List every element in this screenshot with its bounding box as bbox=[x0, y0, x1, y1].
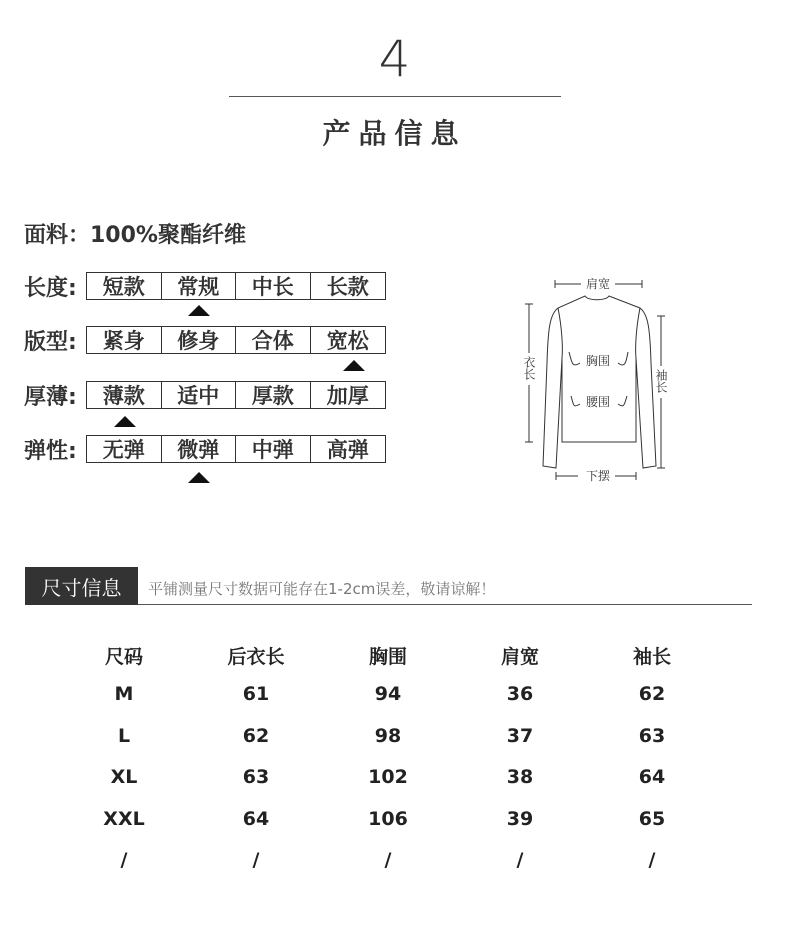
attr-option: 薄款 bbox=[87, 382, 162, 408]
attr-option: 短款 bbox=[87, 273, 162, 299]
attr-option: 无弹 bbox=[87, 436, 162, 462]
attr-options bbox=[86, 381, 386, 409]
attr-option: 常规 bbox=[162, 273, 237, 299]
attr-row-elasticity bbox=[24, 434, 386, 464]
table-row bbox=[58, 725, 718, 747]
shoulder-label: 肩宽 bbox=[585, 277, 611, 291]
selected-indicator-icon bbox=[343, 360, 365, 371]
attr-option: 合体 bbox=[236, 327, 311, 353]
table-cell: 61 bbox=[242, 683, 270, 705]
attr-label: 长度: bbox=[24, 275, 77, 301]
table-cell: XXL bbox=[103, 808, 145, 830]
attr-option: 加厚 bbox=[326, 384, 369, 408]
table-cell: 64 bbox=[638, 766, 666, 788]
attr-option: 修身 bbox=[162, 327, 237, 353]
attr-options bbox=[86, 435, 386, 463]
table-row bbox=[58, 683, 718, 705]
attr-option: 紧身 bbox=[87, 327, 162, 353]
table-cell: / bbox=[252, 849, 260, 871]
garment-measurement-diagram bbox=[510, 268, 680, 490]
attr-option: 适中 bbox=[162, 382, 237, 408]
attr-label: 厚薄: bbox=[24, 384, 77, 410]
attr-option: 中弹 bbox=[236, 436, 311, 462]
size-divider bbox=[138, 604, 752, 605]
attr-option: 微弹 bbox=[162, 436, 237, 462]
chest-label: 胸围 bbox=[585, 354, 611, 368]
table-header-cell: 袖长 bbox=[632, 646, 671, 668]
attr-option: 中长 bbox=[236, 273, 311, 299]
attr-option: 宽松 bbox=[326, 329, 369, 353]
table-cell: 39 bbox=[506, 808, 534, 830]
header-divider bbox=[229, 96, 561, 97]
table-header-cell: 胸围 bbox=[368, 646, 407, 668]
table-cell: 63 bbox=[638, 725, 666, 747]
sleeve-label: 袖长 bbox=[654, 369, 668, 393]
table-cell: 64 bbox=[242, 808, 270, 830]
hem-label: 下摆 bbox=[585, 469, 611, 483]
table-cell: 65 bbox=[638, 808, 666, 830]
table-cell: 106 bbox=[368, 808, 408, 830]
size-table-header bbox=[58, 642, 718, 669]
fabric-composition: 面料：100%聚酯纤维 bbox=[24, 223, 246, 248]
table-cell: 94 bbox=[374, 683, 402, 705]
selected-indicator-icon bbox=[188, 472, 210, 483]
table-cell: / bbox=[120, 849, 128, 871]
selected-indicator-icon bbox=[114, 416, 136, 427]
table-header-cell: 后衣长 bbox=[227, 646, 285, 668]
selected-indicator-icon bbox=[188, 305, 210, 316]
attr-label: 弹性: bbox=[24, 438, 77, 464]
table-cell: L bbox=[117, 725, 131, 747]
table-row bbox=[58, 808, 718, 830]
attr-options bbox=[86, 272, 386, 300]
table-cell: 102 bbox=[368, 766, 408, 788]
size-note: 平铺测量尺寸数据可能存在1-2cm误差，敬请谅解！ bbox=[148, 580, 496, 598]
table-cell: XL bbox=[110, 766, 138, 788]
section-number: 4 bbox=[378, 30, 411, 88]
attr-row-length bbox=[24, 271, 386, 301]
table-cell: 98 bbox=[374, 725, 402, 747]
table-cell: 62 bbox=[242, 725, 270, 747]
table-cell: M bbox=[114, 683, 134, 705]
attr-row-fit bbox=[24, 325, 386, 355]
section-title: 产品信息 bbox=[322, 117, 467, 150]
table-cell: 63 bbox=[242, 766, 270, 788]
attr-options bbox=[86, 326, 386, 354]
table-cell: / bbox=[516, 849, 524, 871]
attr-option: 高弹 bbox=[326, 438, 369, 462]
table-cell: 36 bbox=[506, 683, 534, 705]
table-cell: 37 bbox=[506, 725, 534, 747]
attr-row-thickness bbox=[24, 380, 386, 410]
table-cell: 38 bbox=[506, 766, 534, 788]
waist-label: 腰围 bbox=[585, 395, 611, 409]
size-section-label: 尺寸信息 bbox=[25, 567, 138, 605]
length-label: 衣长 bbox=[522, 356, 536, 380]
table-header-cell: 尺码 bbox=[104, 646, 143, 668]
table-cell: 62 bbox=[638, 683, 666, 705]
table-cell: / bbox=[384, 849, 392, 871]
table-cell: / bbox=[648, 849, 656, 871]
table-row bbox=[58, 849, 718, 871]
table-header-cell: 肩宽 bbox=[500, 646, 539, 668]
attr-option: 厚款 bbox=[236, 382, 311, 408]
table-row bbox=[58, 766, 718, 788]
attr-label: 版型: bbox=[24, 329, 77, 355]
attr-option: 长款 bbox=[326, 275, 369, 299]
